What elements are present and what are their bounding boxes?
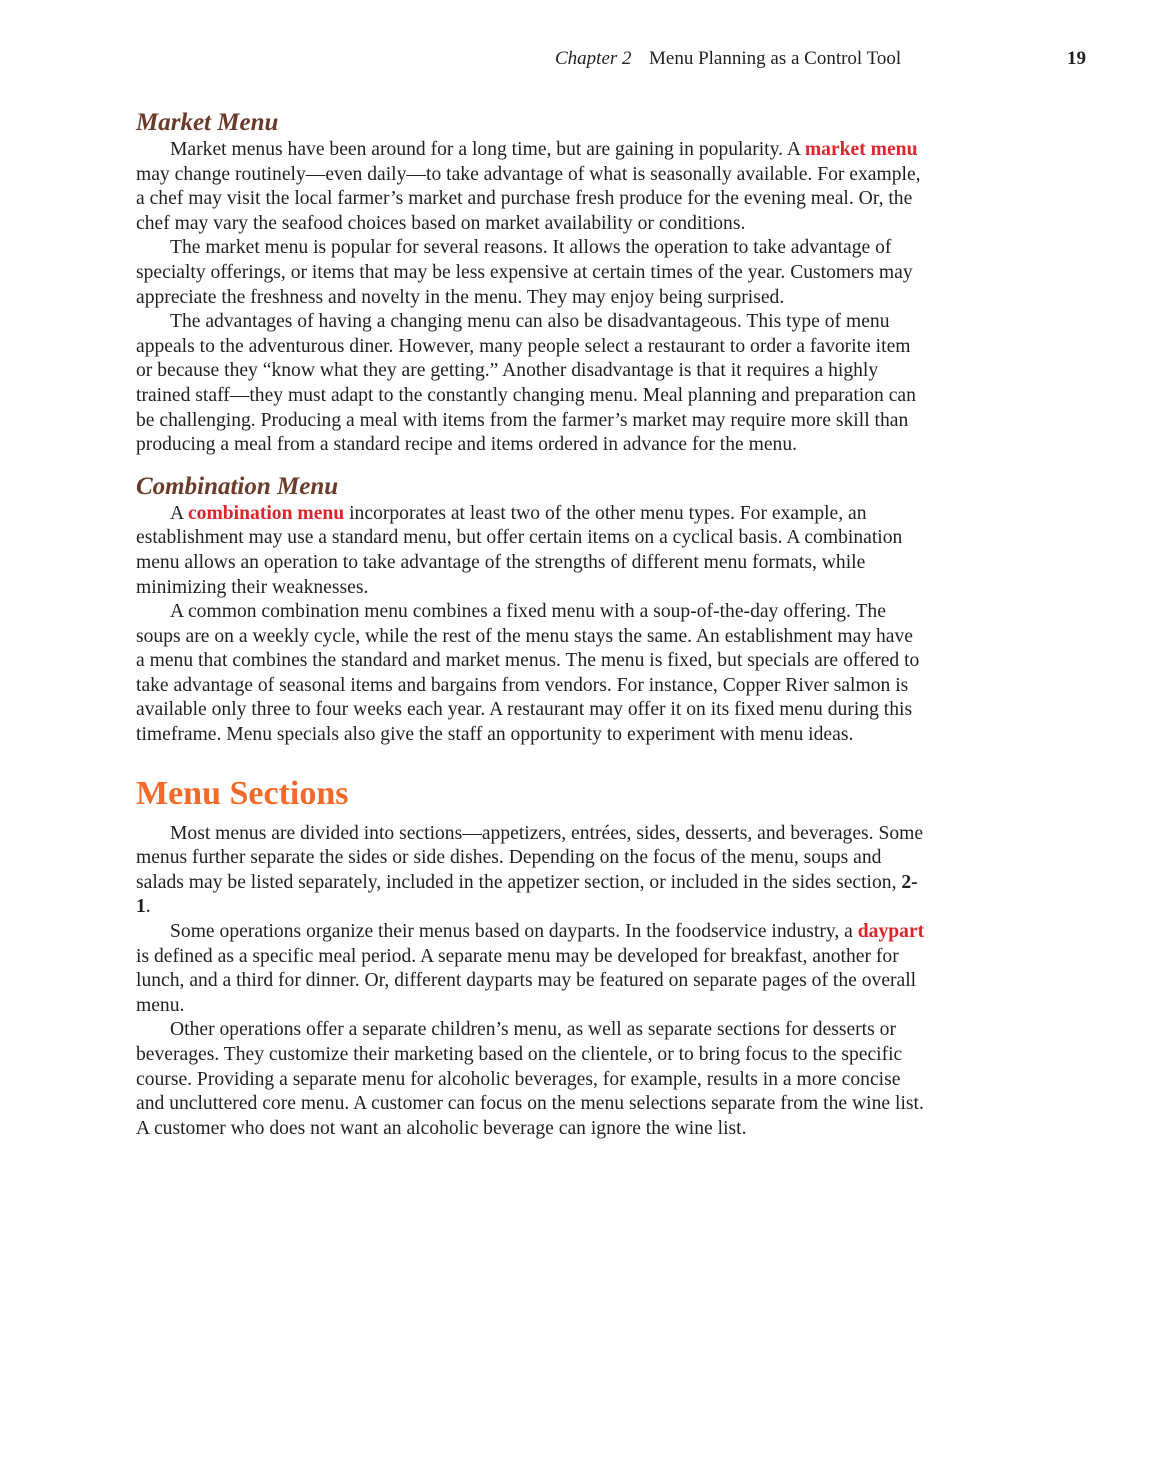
paragraph-text: Some operations organize their menus based on dayparts. In the foodservice industry, a [170,921,858,943]
market-menu-paragraph-3: The advantages of having a changing menu can also be disadvantageous. This type of menu appeals to the adventurous diner. However, many people select a restaurant to order a favorite item or because they “know what they are getting.” Another disadvantage is that it requires a highly trained staff—they must adapt to the constantly changing menu. Meal planning and preparation can be challenging. Producing a meal with items from the farmer’s market may require more skill than producing a meal from a standard recipe and items ordered in advance for the menu. [136,311,916,456]
combination-menu-paragraph-2: A common combination menu combines a fixed menu with a soup-of-the-day offering. The soups are on a weekly cycle, while the rest of the menu stays the same. An establishment may have a menu that combines the standard and market menus. The menu is fixed, but specials are offered to take advantage of seasonal items and bargains from vendors. For instance, Copper River salmon is available only three to four weeks each year. A restaurant may offer it on its fixed menu during this timeframe. Menu specials also give the staff an opportunity to experiment with menu ideas. [136,601,920,746]
market-menu-paragraph-2: The market menu is popular for several reasons. It allows the operation to take advantage of specialty offerings, or items that may be less expensive at certain times of the year. Customers may appreciate the freshness and novelty in the menu. They may enjoy being surprised. [136,237,913,308]
market-menu-paragraph-1 [136,138,926,236]
page-number: 19 [1067,48,1086,69]
spacer [136,748,926,774]
spacer [136,458,926,472]
paragraph-text: A [170,502,188,524]
menu-sections-paragraph-2 [136,920,926,1018]
menu-sections-paragraph-1 [136,822,926,920]
menu-sections-paragraph-3: Other operations offer a separate children’s menu, as well as separate sections for desserts or beverages. They customize their marketing based on the clientele, or to bring focus to the specific course. Providing a separate menu for alcoholic beverages, for example, results in a more concise and uncluttered core menu. A customer can focus on the menu selections separate from the wine list. A customer who does not want an alcoholic beverage can ignore the wine list. [136,1019,924,1139]
combination-menu-heading: Combination Menu [136,472,339,500]
paragraph-text: is defined as a specific meal period. A separate menu may be developed for breakfast, another for lunch, and a third for dinner. Or, different dayparts may be featured on separate pages of the overall menu. [136,945,917,1016]
menu-sections-heading: Menu Sections [136,774,349,812]
spacer [136,814,926,822]
market-menu-heading: Market Menu [136,109,279,136]
combination-menu-paragraph-1 [136,502,926,600]
paragraph-text: . [145,896,151,918]
key-term-daypart: daypart [857,921,925,943]
chapter-title: Menu Planning as a Control Tool [649,48,902,69]
paragraph-text: Market menus have been around for a long time, but are gaining in popularity. A [170,139,805,160]
combination-menu-section [136,472,926,748]
paragraph-text: Most menus are divided into sections—appetizers, entrées, sides, desserts, and beverages. Some menus further separate the sides or side dishes. Depending on the focus of the menu, soups and salads may be listed separately, included in the appetizer section, or included in the sides section, [136,822,924,893]
key-term-market-menu: market menu [804,139,918,160]
page-body [136,108,926,1141]
figure-reference[interactable]: 2-1 [136,871,918,918]
menu-sections-section [136,774,926,1142]
key-term-combination-menu: combination menu [187,502,345,524]
market-menu-section [136,108,926,458]
running-head [0,46,1156,74]
paragraph-text: may change routinely—even daily—to take advantage of what is seasonally available. For example, a chef may visit the local farmer’s market and purchase fresh produce for the evening meal. Or, the chef may vary the seafood choices based on market availability or conditions. [136,163,921,234]
paragraph-text: incorporates at least two of the other menu types. For example, an establishment may use a standard menu, but offer certain items on a cyclical basis. A combination menu allows an operation to take advantage of the strengths of different menu formats, while minimizing their weaknesses. [136,502,903,598]
chapter-label: Chapter 2 [555,48,632,69]
